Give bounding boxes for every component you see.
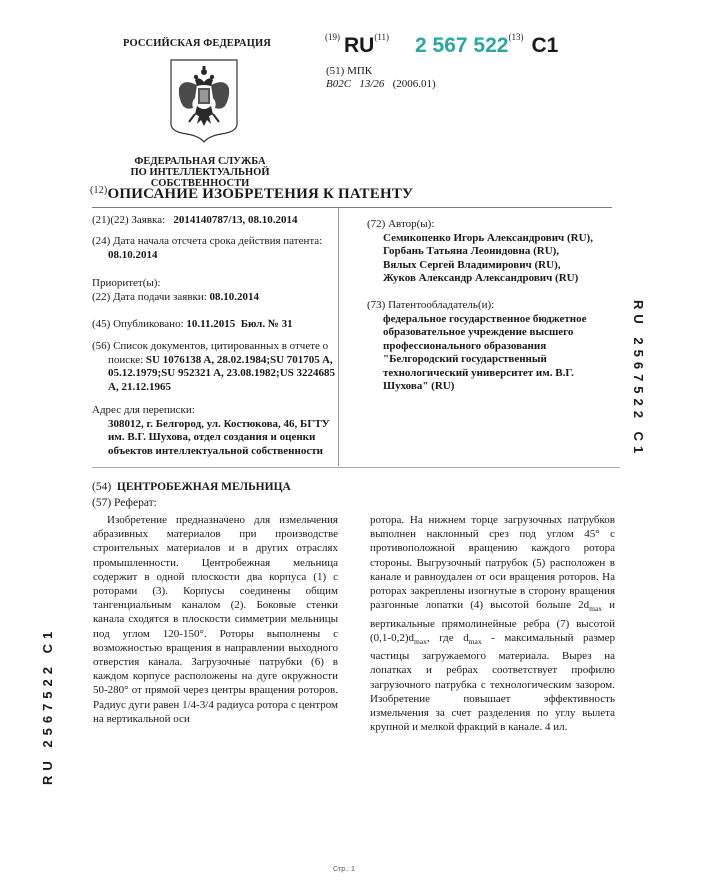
abstract-column-2	[370, 513, 615, 734]
abstract-text-2b: и вертикальные прямолинейные ребра (7) высотой (0,1-0,2)d	[370, 599, 615, 644]
patent-holder-field	[367, 299, 607, 394]
address-field	[92, 404, 336, 458]
coat-of-arms-icon	[169, 58, 239, 144]
country-code: RU	[344, 34, 375, 57]
side-label-right: RU 2567522 C1	[631, 300, 646, 459]
address-value: 308012, г. Белгород, ул. Костюкова, 46, БГТУ им. В.Г. Шухова, отдел создания и оценки объектов интеллектуальной собственности	[108, 417, 330, 457]
term-start-label: (24) Дата начала отсчета срока действия патента:	[92, 235, 323, 247]
bulletin-number: Бюл. № 31	[240, 318, 293, 330]
application-label: (21)(22) Заявка:	[92, 214, 166, 226]
abstract-text-2a: ротора. На нижнем торце загрузочных патрубков выполнен наклонный срез под углом 45° с противоположной вращению каждого ротора стороны. Выгрузочный патрубок (5) расположен в канале и равноудален от оси вращения роторов. На роторах закреплены изогнутые в сторону вращения разгонные лопатки (4) высотой больше 2d	[370, 514, 615, 612]
kind-code: C1	[531, 34, 559, 57]
author-2: Горбань Татьяна Леонидовна (RU),	[383, 245, 560, 257]
address-label: Адрес для переписки:	[92, 404, 195, 416]
holder-value: федеральное государственное бюджетное образовательное учреждение высшего профессионального образования "Белгородский государственный технологический университет им. В.Г. Шухова" (RU)	[383, 312, 587, 392]
published-field	[92, 318, 337, 332]
invention-name-code: (54)	[92, 481, 112, 493]
code-11: (11)	[374, 32, 390, 42]
published-value: 10.11.2015	[186, 318, 236, 330]
document-title	[90, 186, 413, 203]
agency-line-2: ПО ИНТЕЛЛЕКТУАЛЬНОЙ СОБСТВЕННОСТИ	[130, 167, 270, 189]
ipc-label: (51) МПК	[326, 65, 373, 77]
priority-field	[92, 277, 337, 304]
subscript-max: max	[468, 637, 482, 646]
abstract-text-2d: - максимальный размер частицы загружаемого материала. Вырез на лопатках и ребрах соответствует профилю загрузочного патрубка с технологическим зазором. Изобретение повышает эффективность измельчения за счет разделения по углу вылета крупной и мелкой фракций в канале. 4 ил.	[370, 631, 615, 734]
published-label: (45) Опубликовано:	[92, 318, 184, 330]
code-13: (13)	[508, 32, 524, 42]
application-value: 2014140787/13, 08.10.2014	[173, 214, 298, 226]
agency-name	[80, 156, 320, 189]
code-19: (19)	[325, 32, 340, 42]
invention-name-text: ЦЕНТРОБЕЖНАЯ МЕЛЬНИЦА	[116, 481, 291, 493]
agency-line-1: ФЕДЕРАЛЬНАЯ СЛУЖБА	[134, 156, 266, 167]
abstract-text-2c: , где d	[426, 631, 469, 644]
term-start-field	[92, 235, 337, 262]
patent-number-block	[325, 34, 558, 64]
title-code: (12)	[90, 185, 108, 196]
ipc-group: 13/26	[359, 78, 385, 90]
filing-date-value: 08.10.2014	[209, 290, 260, 303]
priority-label: Приоритет(ы):	[92, 277, 161, 289]
citations-field	[92, 340, 336, 394]
term-start-value: 08.10.2014	[108, 248, 158, 261]
abstract-label: (57) Реферат:	[92, 497, 157, 509]
application-field	[92, 214, 337, 228]
authors-field	[367, 218, 607, 286]
ipc-class: B02C	[326, 78, 352, 90]
author-4: Жуков Александр Александрович (RU)	[383, 272, 579, 284]
citations-value: SU 1076138 A, 28.02.1984;SU 701705 A, 05.12.1979;SU 952321 A, 23.08.1982;US 3224685 A, 21.12.1965	[108, 353, 336, 393]
citations-label: (56) Список документов, цитированных в отчете о поиске:	[92, 340, 329, 366]
invention-name	[92, 481, 291, 495]
ipc-version: (2006.01)	[392, 78, 436, 90]
authors-label: (72) Автор(ы):	[367, 218, 435, 230]
author-3: Вялых Сергей Владимирович (RU),	[383, 258, 561, 271]
holder-label: (73) Патентообладатель(и):	[367, 299, 495, 311]
abstract-column-1	[93, 513, 338, 726]
title-divider	[92, 207, 612, 208]
column-divider	[338, 208, 339, 466]
author-1: Семикопенко Игорь Александрович (RU),	[383, 231, 593, 244]
patent-number: 2 567 522	[415, 34, 509, 57]
ipc-block	[326, 65, 436, 91]
side-label-left: RU 2567522 C1	[40, 626, 55, 785]
subscript-max: max	[414, 637, 427, 646]
title-text: ОПИСАНИЕ ИЗОБРЕТЕНИЯ К ПАТЕНТУ	[107, 186, 414, 202]
abstract-text-1: Изобретение предназначено для измельчения абразивных материалов при производстве строительных материалов и в других отраслях промышленности. Центробежная мельница содержит в одной плоскости два корпуса (1) с роторами (3). Корпусы соединены общим тангенциальным каналом (2). Боковые стенки канала сходятся в плоскости симметрии мельницы под углом 120-150°. Роторы выполнены с возможностью вращения в направлении выходного отверстия канала. Загрузочные патрубки (6) в каждом корпусе расположены на дуге окружности 50-280° от прямой через центры вращения роторов. Радиус дуги равен 1/4-3/4 радиуса ротора с центром на вертикальной оси	[93, 514, 338, 725]
filing-date-label: (22) Дата подачи заявки:	[92, 290, 207, 303]
biblio-divider	[92, 467, 620, 468]
page-number: Стр.: 1	[333, 866, 355, 873]
subscript-max: max	[589, 604, 602, 614]
country-heading: РОССИЙСКАЯ ФЕДЕРАЦИЯ	[123, 38, 271, 49]
abstract-text-2	[370, 513, 615, 734]
